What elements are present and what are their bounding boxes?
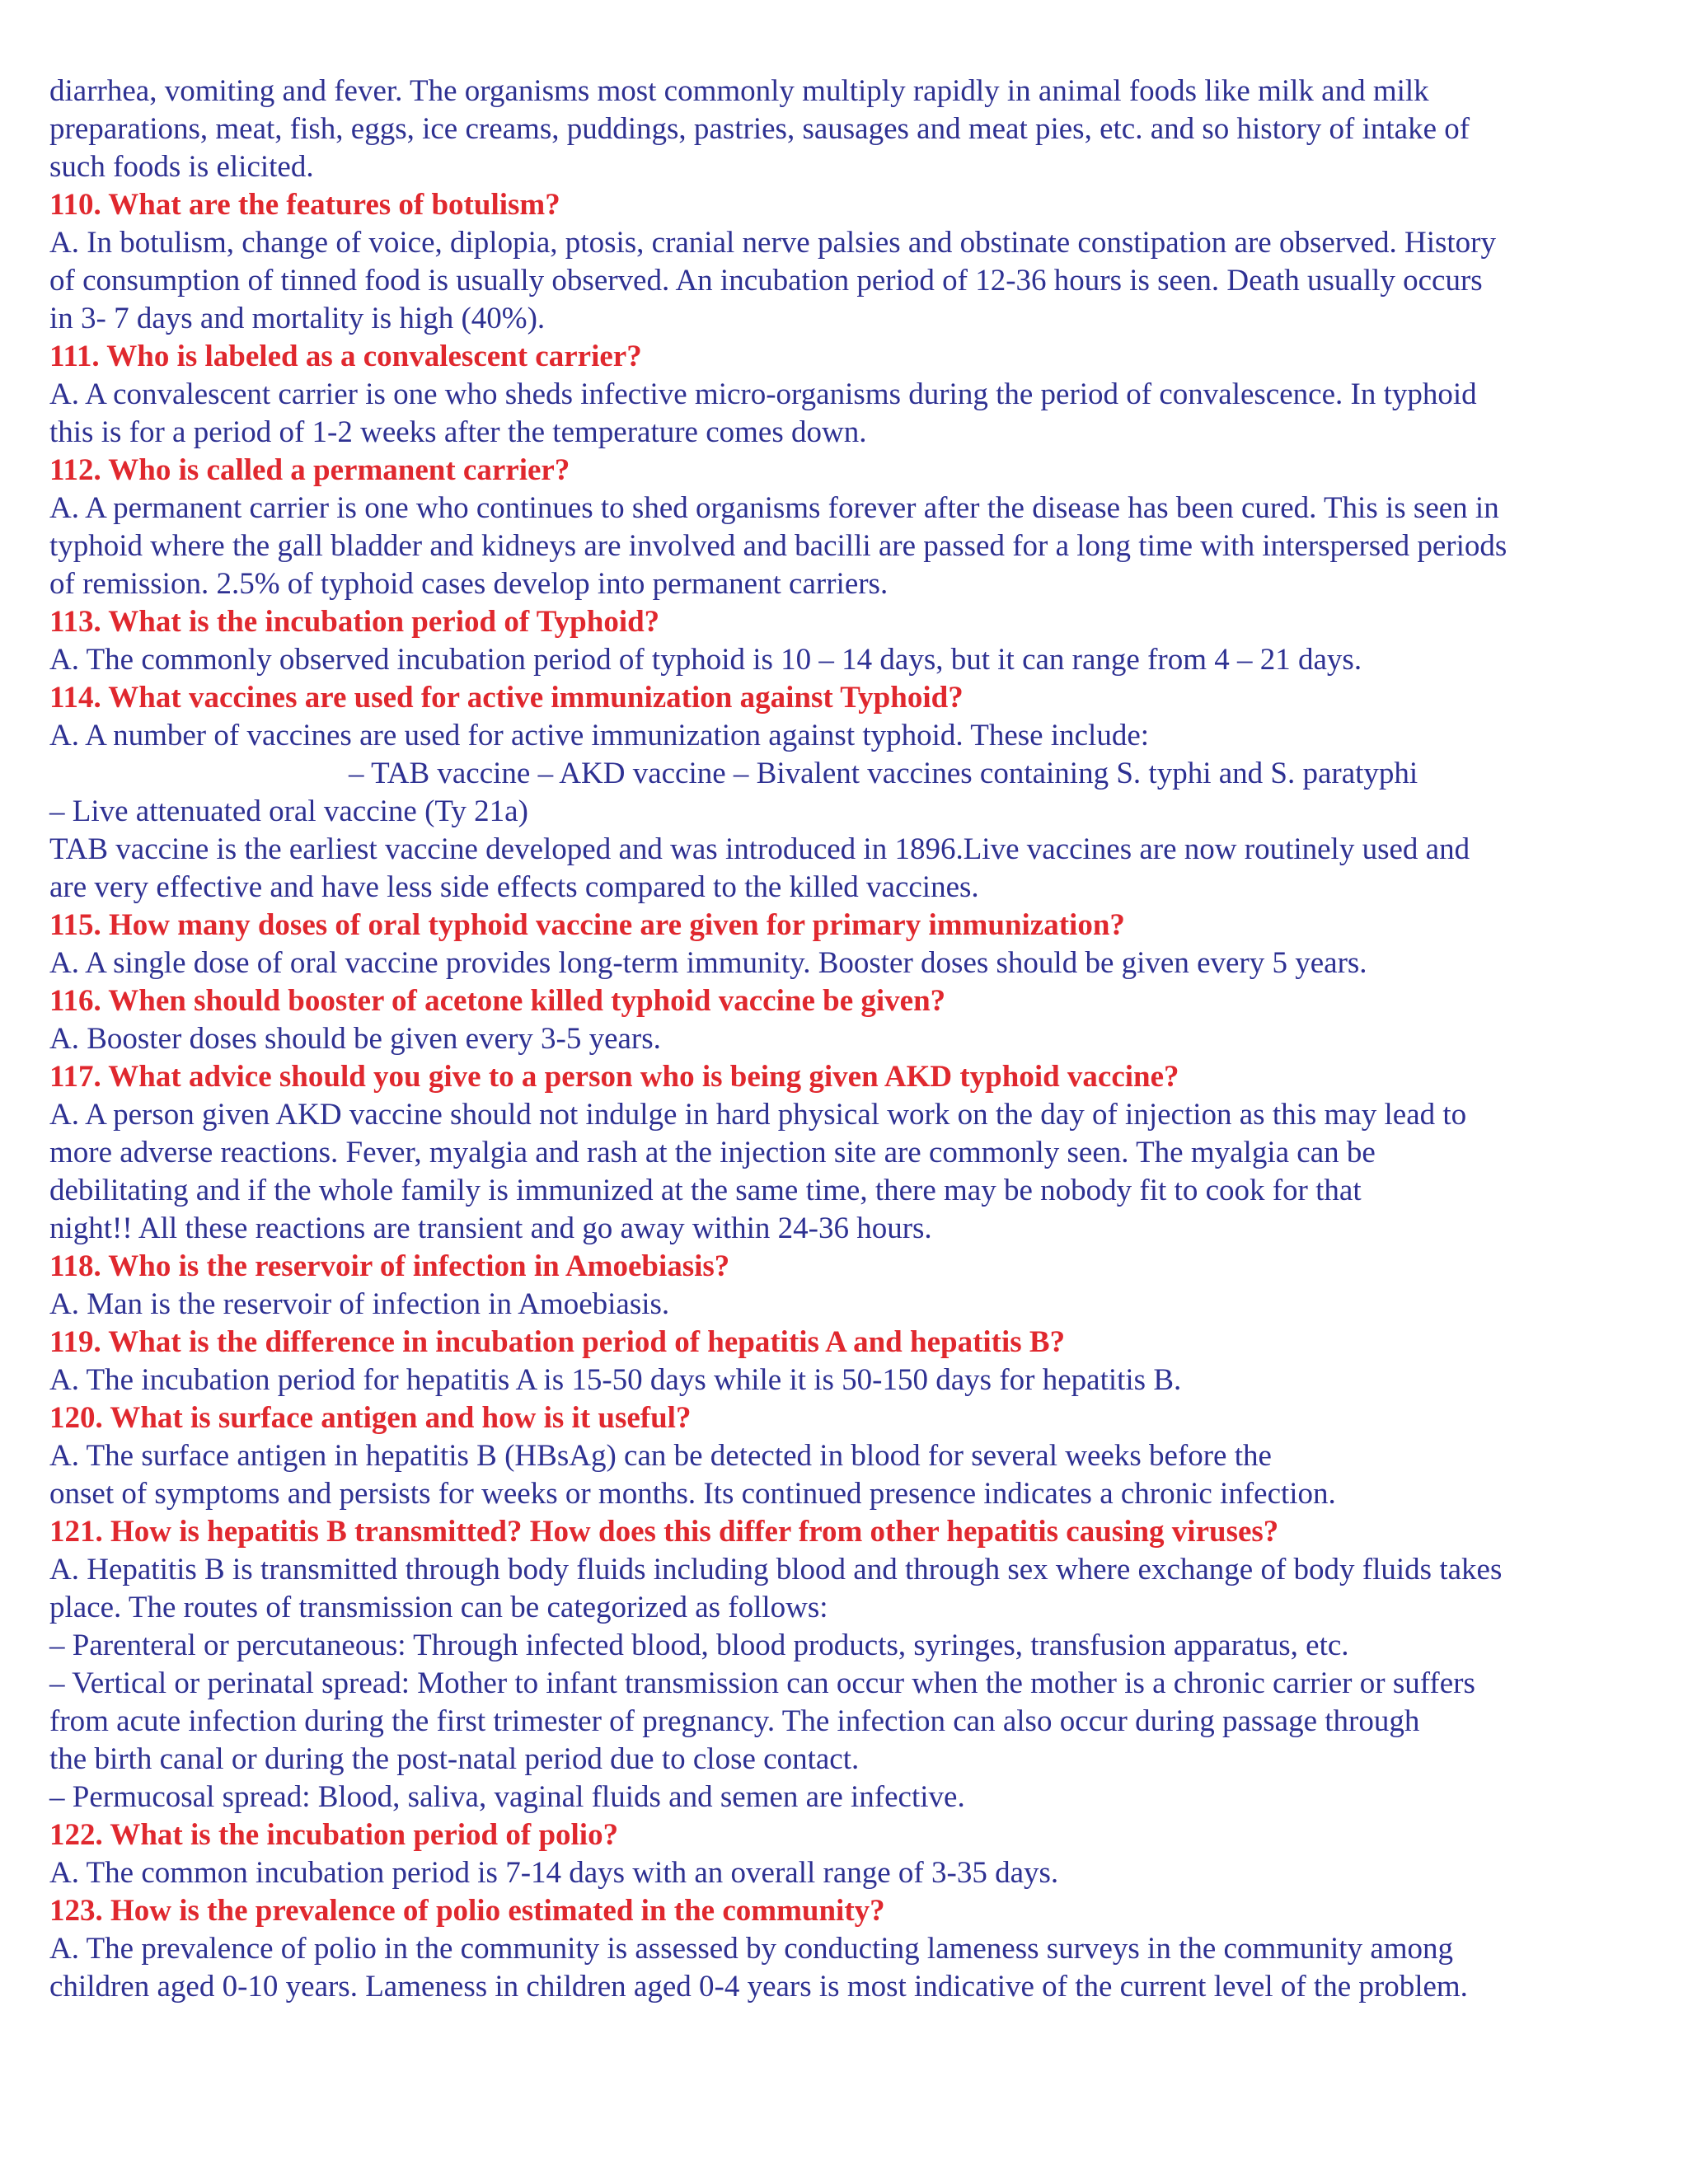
answer-text-line: – Parenteral or percutaneous: Through infected blood, blood products, syringes, transfusion apparatus, etc.: [49, 1629, 1349, 1662]
answer-text-line: children aged 0-10 years. Lameness in children aged 0-4 years is most indicative of the current level of the problem.: [49, 1970, 1468, 2004]
answer-text-line: – Live attenuated oral vaccine (Ty 21a): [49, 794, 528, 828]
answer-text-line: A. A single dose of oral vaccine provides long-term immunity. Booster doses should be given every 5 years.: [49, 946, 1367, 980]
answer-text-line: night!! All these reactions are transient and go away within 24-36 hours.: [49, 1212, 932, 1245]
question-heading: 118. Who is the reservoir of infection in Amoebiasis?: [49, 1249, 730, 1283]
answer-text-line: A. Man is the reservoir of infection in Amoebiasis.: [49, 1287, 670, 1321]
answer-text-line: A. The prevalence of polio in the community is assessed by conducting lameness surveys in the community among: [49, 1932, 1454, 1966]
answer-text-line: A. A person given AKD vaccine should not indulge in hard physical work on the day of injection as this may lead to: [49, 1098, 1467, 1132]
question-heading: 121. How is hepatitis B transmitted? How does this differ from other hepatitis causing viruses?: [49, 1515, 1279, 1549]
answer-text-line: – Vertical or perinatal spread: Mother to infant transmission can occur when the mother is a chronic carrier or suffers: [49, 1666, 1475, 1700]
answer-text-line: TAB vaccine is the earliest vaccine developed and was introduced in 1896.Live vaccines are now routinely used and: [49, 832, 1470, 866]
question-heading: 119. What is the difference in incubation period of hepatitis A and hepatitis B?: [49, 1325, 1066, 1359]
answer-text-line: debilitating and if the whole family is immunized at the same time, there may be nobody fit to cook for that: [49, 1174, 1362, 1207]
answer-list-line: – TAB vaccine – AKD vaccine – Bivalent vaccines containing S. typhi and S. paratyphi: [349, 757, 1418, 790]
question-heading: 114. What vaccines are used for active immunization against Typhoid?: [49, 681, 964, 715]
question-heading: 115. How many doses of oral typhoid vaccine are given for primary immunization?: [49, 908, 1125, 942]
answer-text-line: are very effective and have less side effects compared to the killed vaccines.: [49, 870, 979, 904]
answer-text-line: in 3- 7 days and mortality is high (40%).: [49, 302, 546, 335]
answer-text-line: this is for a period of 1-2 weeks after the temperature comes down.: [49, 415, 867, 449]
answer-text-line: A. The incubation period for hepatitis A is 15-50 days while it is 50-150 days for hepatitis B.: [49, 1363, 1182, 1397]
question-heading: 111. Who is labeled as a convalescent carrier?: [49, 340, 642, 373]
answer-text-line: from acute infection during the first trimester of pregnancy. The infection can also occur during passage through: [49, 1704, 1420, 1738]
question-heading: 116. When should booster of acetone killed typhoid vaccine be given?: [49, 984, 946, 1018]
answer-text-line: the birth canal or during the post-natal period due to close contact.: [49, 1742, 860, 1776]
answer-text-line: diarrhea, vomiting and fever. The organisms most commonly multiply rapidly in animal foods like milk and milk: [49, 74, 1429, 108]
answer-text-line: A. A permanent carrier is one who continues to shed organisms forever after the disease has been cured. This is seen in: [49, 491, 1499, 525]
answer-text-line: onset of symptoms and persists for weeks or months. Its continued presence indicates a chronic infection.: [49, 1477, 1336, 1511]
answer-text-line: A. The commonly observed incubation period of typhoid is 10 – 14 days, but it can range from 4 – 21 days.: [49, 643, 1362, 677]
question-heading: 122. What is the incubation period of polio?: [49, 1818, 619, 1852]
answer-text-line: A. The common incubation period is 7-14 days with an overall range of 3-35 days.: [49, 1856, 1059, 1890]
question-heading: 113. What is the incubation period of Typhoid?: [49, 605, 660, 639]
answer-text-line: of consumption of tinned food is usually observed. An incubation period of 12-36 hours is seen. Death usually occurs: [49, 264, 1483, 298]
question-heading: 112. Who is called a permanent carrier?: [49, 453, 570, 487]
answer-text-line: more adverse reactions. Fever, myalgia and rash at the injection site are commonly seen. The myalgia can be: [49, 1136, 1376, 1169]
answer-text-line: A. Booster doses should be given every 3-5 years.: [49, 1022, 661, 1056]
answer-text-line: typhoid where the gall bladder and kidneys are involved and bacilli are passed for a long time with interspersed periods: [49, 529, 1507, 563]
question-heading: 117. What advice should you give to a person who is being given AKD typhoid vaccine?: [49, 1060, 1179, 1094]
question-heading: 110. What are the features of botulism?: [49, 188, 560, 222]
answer-text-line: A. In botulism, change of voice, diplopia, ptosis, cranial nerve palsies and obstinate constipation are observed. History: [49, 226, 1497, 260]
answer-text-line: A. A convalescent carrier is one who sheds infective micro-organisms during the period of convalescence. In typhoid: [49, 377, 1477, 411]
answer-text-line: A. The surface antigen in hepatitis B (HBsAg) can be detected in blood for several weeks before the: [49, 1439, 1272, 1473]
answer-text-line: such foods is elicited.: [49, 150, 314, 184]
answer-text-line: preparations, meat, fish, eggs, ice creams, puddings, pastries, sausages and meat pies, etc. and so history of intake of: [49, 112, 1470, 146]
answer-text-line: A. A number of vaccines are used for active immunization against typhoid. These include:: [49, 719, 1150, 752]
answer-text-line: of remission. 2.5% of typhoid cases develop into permanent carriers.: [49, 567, 889, 601]
answer-text-line: place. The routes of transmission can be categorized as follows:: [49, 1591, 828, 1624]
question-heading: 123. How is the prevalence of polio estimated in the community?: [49, 1894, 885, 1928]
answer-text-line: A. Hepatitis B is transmitted through body fluids including blood and through sex where exchange of body fluids takes: [49, 1553, 1503, 1586]
question-heading: 120. What is surface antigen and how is it useful?: [49, 1401, 692, 1435]
answer-text-line: – Permucosal spread: Blood, saliva, vaginal fluids and semen are infective.: [49, 1780, 965, 1814]
document-page: [49, 73, 1665, 2006]
